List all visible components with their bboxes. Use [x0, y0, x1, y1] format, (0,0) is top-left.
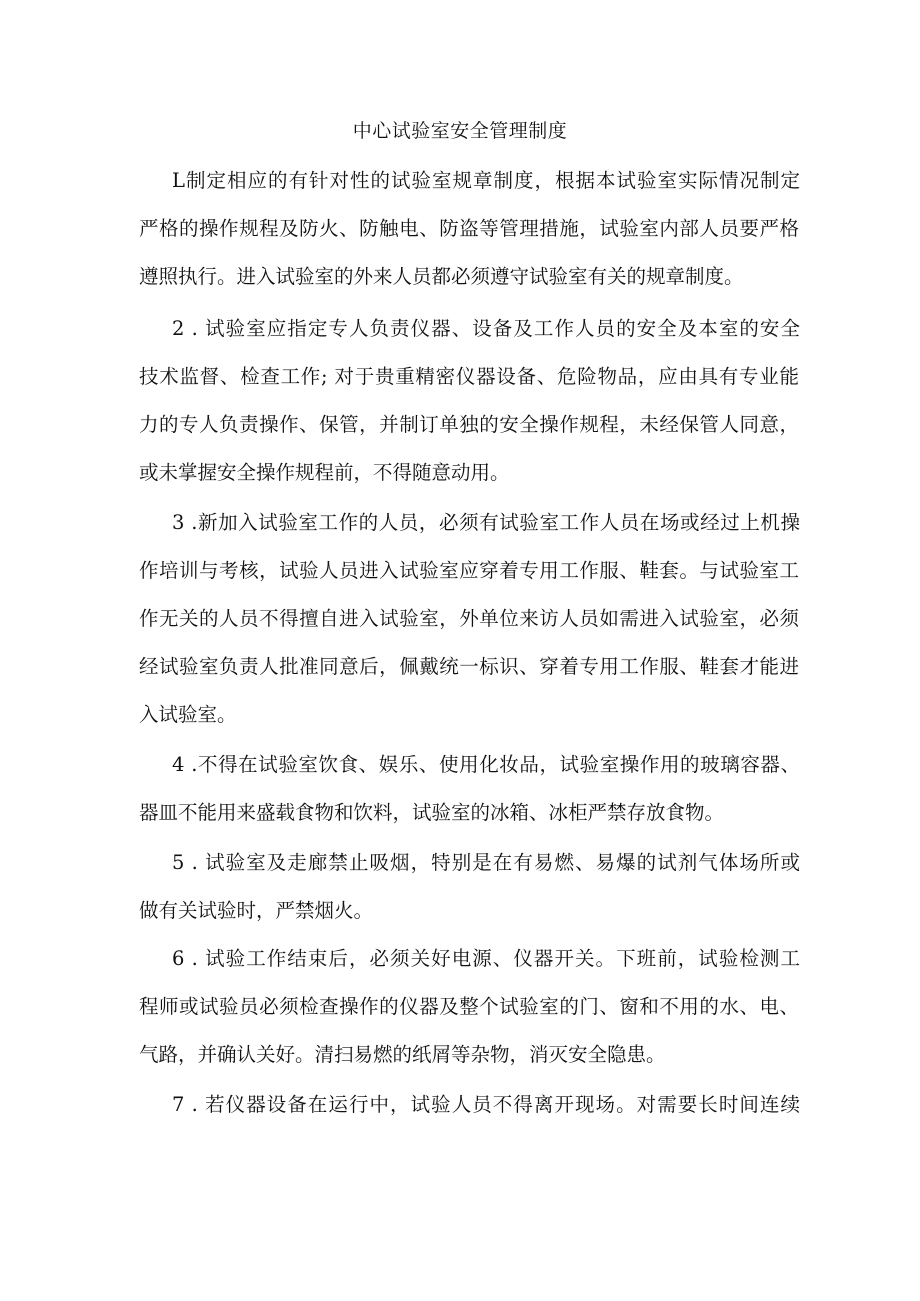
- paragraph-1-line-3: 遵照执行。进入试验室的外来人员都必须遵守试验室有关的规章制度。: [139, 265, 744, 288]
- paragraph-2-line-3: 力的专人负责操作、保管，并制订单独的安全操作规程，未经保管人同意，: [139, 413, 799, 436]
- paragraph-5-line-2: 做有关试验时，严禁烟火。: [139, 899, 374, 922]
- paragraph-4-line-2: 器皿不能用来盛载食物和饮料，试验室的冰箱、冰柜严禁存放食物。: [139, 801, 725, 824]
- paragraph-7-line-1: 7 . 若仪器设备在运行中，试验人员不得离开现场。对需要长时间连续: [172, 1093, 800, 1116]
- paragraph-3-line-1: 3 .新加入试验室工作的人员，必须有试验室工作人员在场或经过上机操: [172, 511, 800, 534]
- paragraph-1-line-1: L制定相应的有针对性的试验室规章制度，根据本试验室实际情况制定: [172, 169, 800, 192]
- paragraph-2-line-4: 或未掌握安全操作规程前，不得随意动用。: [139, 461, 510, 484]
- paragraph-1-line-2: 严格的操作规程及防火、防触电、防盗等管理措施，试验室内部人员要严格: [139, 217, 799, 240]
- paragraph-6-line-1: 6 . 试验工作结束后，必须关好电源、仪器开关。下班前，试验检测工: [172, 947, 800, 970]
- paragraph-6-line-3: 气路，并确认关好。清扫易燃的纸屑等杂物，消灭安全隐患。: [139, 1043, 666, 1066]
- paragraph-3-line-2: 作培训与考核，试验人员进入试验室应穿着专用工作服、鞋套。与试验室工: [139, 559, 799, 582]
- paragraph-3-line-4: 经试验室负责人批准同意后，佩戴统一标识、穿着专用工作服、鞋套才能进: [139, 655, 799, 678]
- paragraph-2-line-1: 2 . 试验室应指定专人负责仪器、设备及工作人员的安全及本室的安全: [172, 317, 800, 340]
- paragraph-6-line-2: 程师或试验员必须检查操作的仪器及整个试验室的门、窗和不用的水、电、: [139, 995, 799, 1018]
- paragraph-5-line-1: 5 . 试验室及走廊禁止吸烟，特别是在有易燃、易爆的试剂气体场所或: [172, 851, 800, 874]
- paragraph-4-line-1: 4 .不得在试验室饮食、娱乐、使用化妆品，试验室操作用的玻璃容器、: [172, 753, 800, 776]
- paragraph-3-line-5: 入试验室。: [139, 703, 237, 726]
- document-title: 中心试验室安全管理制度: [352, 120, 568, 142]
- paragraph-2-line-2: 技术监督、检查工作; 对于贵重精密仪器设备、危险物品，应由具有专业能: [139, 365, 799, 388]
- paragraph-3-line-3: 作无关的人员不得擅自进入试验室，外单位来访人员如需进入试验室，必须: [139, 607, 799, 630]
